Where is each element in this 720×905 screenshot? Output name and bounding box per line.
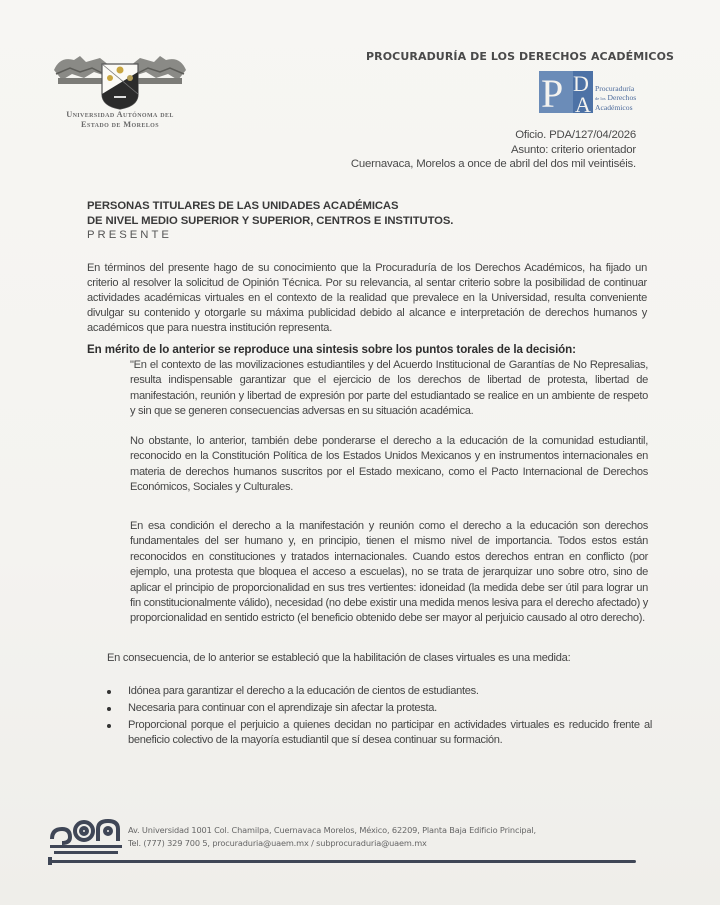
pda-line-de-los: de los (595, 96, 606, 101)
svg-text:D: D (573, 71, 589, 96)
quote-paragraph: En esa condición el derecho a la manifestación y reunión como el derecho a la educación son derechos fundamentales del ser humano y, en principio, tienen el mismo nivel de importancia. Todos estos están reconocidos en constituciones y tratados internacionales. Cuando estos derechos entran en conflicto (por ejemplo, una protesta que bloquea el acceso a escuelas), no se trata de jerarquizar uno sobre otro, sino de aplicar el principio de proporcionalidad en sus tres vertientes: idoneidad (la medida debe ser útil para lograr un fin constitucionalmente válido), necesidad (no debe existir una medida menos lesiva para el derecho afectado) y proporcionalidad en sentido estricto (el beneficio obtenido debe ser mayor al perjuicio causado al otro derecho). (130, 520, 649, 625)
footer-glyph-icon (46, 815, 126, 865)
intro-paragraph: En términos del presente hago de su conocimiento que la Procuraduría de los Derechos Académicos, ha fijado un criterio al resolver la solicitud de Opinión Técnica. Por su relevancia, al sentar criterio sobre la posibilidad de continuar actividades académicas virtuales en el contexto de la realidad que prevalece en la Universidad, resulta conveniente divulgar su contenido y otorgarle su máxima publicidad debido al alcance e interpretación de derechos humanos y académicos que para nuestra institución representa. (87, 262, 647, 334)
recipients-line1: PERSONAS TITULARES DE LAS UNIDADES ACADÉMICAS (87, 200, 399, 212)
list-item-text: Proporcional porque el perjuicio a quienes decidan no participar en actividades virtuales es reducido frente al beneficio colectivo de la mayoría estudiantil que sí desea continuar su formación. (128, 719, 652, 746)
university-name-line1: Universidad Autónoma del (66, 110, 174, 119)
oficio-number: Oficio. PDA/127/04/2026 (515, 129, 636, 141)
footer-divider (48, 860, 636, 863)
place-date: Cuernavaca, Morelos a once de abril del dos mil veintiséis. (350, 158, 636, 170)
list-item-text: Necesaria para continuar con el aprendizaje sin afectar la protesta. (128, 702, 437, 714)
recipients-block (87, 199, 453, 243)
footer-contact (128, 824, 536, 850)
list-item (107, 684, 652, 699)
pda-line-derechos: Derechos (607, 93, 637, 102)
university-name (40, 110, 200, 130)
bullet-icon (107, 724, 111, 728)
presente-label: PRESENTE (87, 229, 172, 241)
list-item-text: Idónea para garantizar el derecho a la educación de cientos de estudiantes. (128, 685, 479, 697)
footer-phone-email: Tel. (777) 329 700 5, procuraduria@uaem.mx / subprocuraduria@uaem.mx (128, 838, 427, 848)
university-crest-icon (50, 48, 190, 110)
pda-line-procuraduria: Procuraduría (595, 84, 635, 93)
document-meta (351, 128, 636, 172)
pda-logo-text (595, 84, 636, 112)
footer-address: Av. Universidad 1001 Col. Chamilpa, Cuernavaca Morelos, México, 62209, Planta Baja Edificio Principal, (128, 825, 536, 835)
measures-list (107, 684, 652, 750)
bullet-icon (107, 707, 111, 711)
svg-text:P: P (541, 71, 564, 113)
quote-paragraph: No obstante, lo anterior, también debe ponderarse el derecho a la educación de la comunidad estudiantil, reconocido en la Constitución Política de los Estados Unidos Mexicanos y en instrumentos internacionales en materia de derechos humanos suscritos por el Estado mexicano, como el Pacto Internacional de Derechos Económicos, Sociales y Culturales. (130, 435, 648, 494)
bullet-icon (107, 690, 111, 694)
list-item (107, 718, 652, 748)
svg-text:A: A (575, 92, 591, 113)
quote-paragraph: "En el contexto de las movilizaciones estudiantiles y del Acuerdo Institucional de Garantías de No Represalias, resulta indispensable garantizar que el ejercicio de los derechos de libertad de protesta, libertad de manifestación, reunión y libertad de expresión por parte del estudiantado se realice en un ambiente de respeto y sin que se generen consecuencias adversas en su situación académica. (130, 359, 648, 418)
pda-line-academicos: Académicos (595, 103, 633, 112)
office-title: PROCURADURÍA DE LOS DERECHOS ACADÉMICOS (366, 50, 675, 63)
synthesis-heading: En mérito de lo anterior se reproduce una sintesis sobre los puntos torales de la decisión: (87, 343, 576, 356)
university-name-line2: Estado de Morelos (81, 120, 159, 129)
consequence-paragraph: En consecuencia, de lo anterior se estableció que la habilitación de clases virtuales es una medida: (107, 652, 571, 664)
subject: Asunto: criterio orientador (510, 143, 636, 156)
list-item (107, 701, 652, 716)
recipients-line2: DE NIVEL MEDIO SUPERIOR Y SUPERIOR, CENTROS E INSTITUTOS. (87, 214, 454, 227)
